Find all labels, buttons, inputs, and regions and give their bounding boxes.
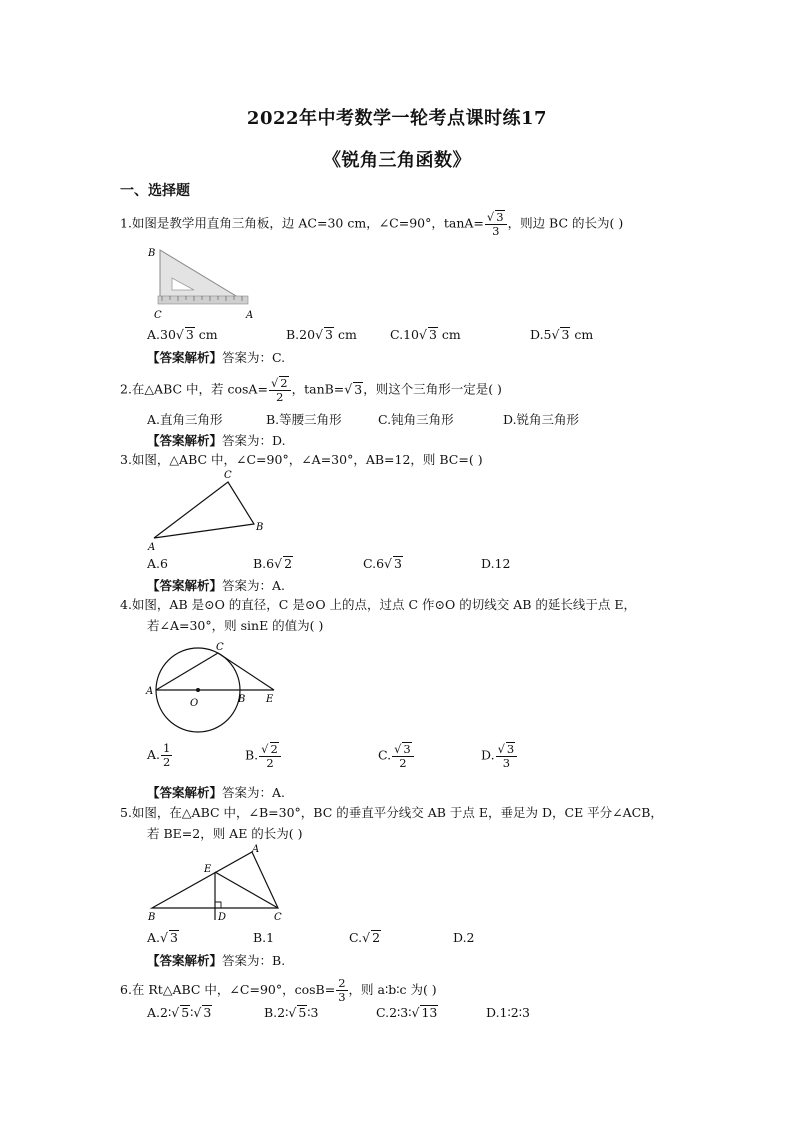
triangle-figure-q3 [144,468,274,554]
answer-2: 【答案解析】答案为：D. [147,433,286,448]
option-3a[interactable]: A.6 [147,556,168,571]
page-subtitle: 《锐角三角函数》 [323,150,471,171]
circle-figure-q4 [144,640,284,740]
question-4-stem-line1: 4.如图，AB 是⊙O 的直径，C 是⊙O 上的点，过点 C 作⊙O 的切线交 AB 的延长线于点 E， [120,597,637,612]
label-c: C [274,912,282,923]
option-4b[interactable]: B. $\frac{√ 2}{2}$ [245,742,282,770]
set-square-figure [148,244,258,322]
label-b: B [256,522,264,533]
label-c: C [154,310,162,321]
label-b: B [238,694,246,705]
option-6d[interactable]: D.1∶2∶3 [486,1005,530,1020]
question-5-stem-line1: 5.如图，在△ABC 中，∠B=30°，BC 的垂直平分线交 AB 于点 E，垂足为 D，CE 平分∠ACB， [120,805,663,820]
option-5b[interactable]: B.1 [253,930,275,945]
option-1a[interactable]: A.30√ 3 cm [147,327,218,342]
option-2c[interactable]: C.钝角三角形 [378,412,454,427]
label-a: A [252,844,260,855]
option-1d[interactable]: D.5√ 3 cm [530,327,594,342]
label-d: D [218,912,227,923]
option-5c[interactable]: C.√ 2 [349,930,381,945]
option-1c[interactable]: C.10√ 3 cm [390,327,461,342]
option-2b[interactable]: B.等腰三角形 [266,412,342,427]
question-5-stem-line2: 若 BE=2，则 AE 的长为( ) [147,826,303,841]
option-3c[interactable]: C.6√ 3 [363,556,402,571]
option-4a[interactable]: A. $\frac{1}{2}$ [147,741,171,769]
answer-4: 【答案解析】答案为：A. [147,785,286,800]
label-c: C [216,642,224,653]
label-e: E [266,694,274,705]
answer-1: 【答案解析】答案为：C. [147,350,286,365]
option-1b[interactable]: B.20√ 3 cm [286,327,357,342]
option-2d[interactable]: D.锐角三角形 [503,412,580,427]
label-a: A [148,542,156,553]
label-c: C [224,470,232,481]
label-a: A [146,686,154,697]
option-6a[interactable]: A.2∶√ 5∶√ 3 [147,1005,212,1020]
label-b: B [148,248,156,259]
page-title: 2022年中考数学一轮考点课时练17 [246,108,548,129]
label-e: E [204,864,212,875]
option-5d[interactable]: D.2 [453,930,475,945]
answer-3: 【答案解析】答案为：A. [147,578,286,593]
option-5a[interactable]: A.√ 3 [147,930,178,945]
question-1-stem: 1.如图是教学用直角三角板，边 AC=30 cm，∠C=90°，tanA= $\frac{√ 3}{3}$ ，则边 BC 的长为( ) [120,210,624,238]
option-3b[interactable]: B.6√ 2 [253,556,293,571]
label-o: O [190,698,199,709]
question-6-stem: 6.在 Rt△ABC 中，∠C=90°，cosB= $\frac{2}{3}$ ，则 a∶b∶c 为( ) [120,976,437,1004]
question-2-stem: 2.在△ABC 中，若 cosA= $\frac{√ 2}{2}$ ，tanB=√ 3，则这个三角形一定是( ) [120,376,502,404]
label-b: B [148,912,156,923]
option-2a[interactable]: A.直角三角形 [147,412,223,427]
section-heading: 一、选择题 [120,183,190,199]
answer-5: 【答案解析】答案为：B. [147,953,286,968]
option-4c[interactable]: C. $\frac{√ 3}{2}$ [378,742,415,770]
option-6c[interactable]: C.2∶3∶√ 13 [376,1005,438,1020]
option-3d[interactable]: D.12 [481,556,511,571]
question-4-stem-line2: 若∠A=30°，则 sinE 的值为( ) [147,618,324,633]
triangle-figure-q5 [144,842,294,924]
question-3-stem: 3.如图，△ABC 中，∠C=90°，∠A=30°，AB=12，则 BC=( ) [120,452,483,467]
option-4d[interactable]: D. $\frac{√ 3}{3}$ [481,742,518,770]
label-a: A [246,310,254,321]
option-6b[interactable]: B.2∶√ 5∶3 [264,1005,319,1020]
